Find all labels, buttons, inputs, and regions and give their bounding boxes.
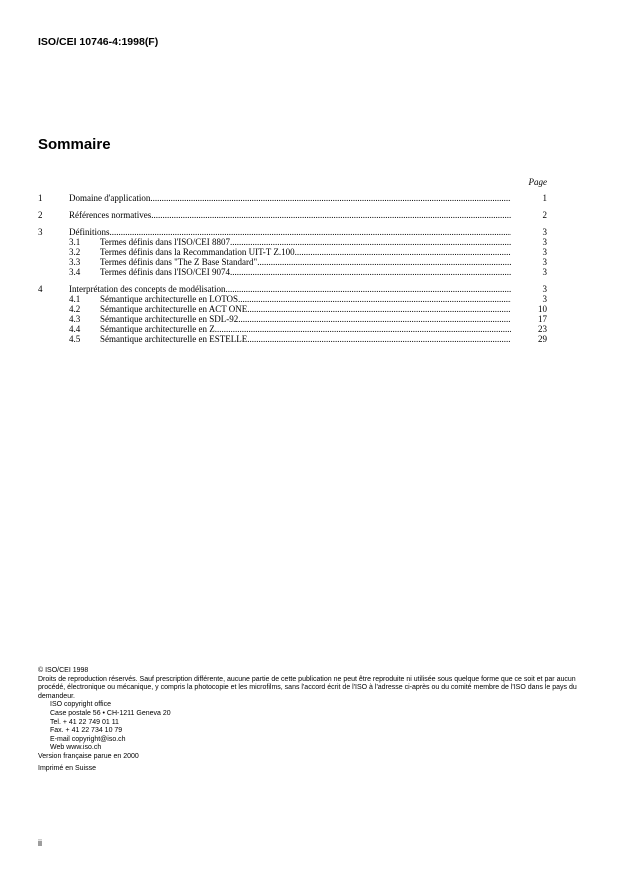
toc-entry-number: 4 [38, 284, 43, 294]
toc-entry-label: Interprétation des concepts de modélisation [69, 284, 226, 294]
toc-entry-page: 23 [538, 324, 547, 334]
toc-entry-leader [100, 267, 511, 277]
dot-leader [247, 334, 511, 344]
toc-entry[interactable] [38, 294, 547, 304]
toc-entry[interactable] [38, 314, 547, 324]
toc-entry-page: 3 [542, 257, 547, 267]
toc-entry[interactable] [38, 247, 547, 257]
copyright-rights: Droits de reproduction réservés. Sauf prescription différente, aucune partie de cette publication ne peut être reproduite ni utilisée sous quelque forme que ce soit et par aucun procédé, électronique ou mécanique, y compris la photocopie et les microfilms, sans l'accord écrit de l'ISO à l'adresse ci-après ou du comité membre de l'ISO dans le pays du demandeur. [38, 675, 577, 700]
toc-entry-label: Termes définis dans la Recommandation UIT-T Z.100 [100, 247, 295, 257]
toc-entry-page: 29 [538, 334, 547, 344]
toc-entry-label: Termes définis dans l'ISO/CEI 9074 [100, 267, 230, 277]
toc-entry-page: 1 [542, 193, 547, 203]
toc-entry-leader [100, 314, 511, 324]
toc-entry-leader [100, 237, 511, 247]
toc-page-label: Page [528, 177, 547, 187]
toc-entry-leader [100, 247, 511, 257]
toc-entry-page: 3 [542, 247, 547, 257]
toc-entry[interactable] [38, 284, 547, 294]
toc-entry-label: Définitions [69, 227, 110, 237]
toc-entry-page: 3 [542, 227, 547, 237]
toc-entry-page: 17 [538, 314, 547, 324]
toc-entry[interactable] [38, 324, 547, 334]
toc-entry-label: Sémantique architecturelle en Z [100, 324, 215, 334]
toc-entry-leader [100, 334, 511, 344]
toc-entry-number: 4.2 [69, 304, 81, 314]
dot-leader [295, 247, 511, 257]
toc-entry-number: 3.1 [69, 237, 81, 247]
toc-entry-number: 3.4 [69, 267, 81, 277]
toc-entry-label: Sémantique architecturelle en LOTOS [100, 294, 239, 304]
toc-entry-number: 2 [38, 210, 43, 220]
toc-entry-label: Références normatives [69, 210, 152, 220]
toc-entry-label: Sémantique architecturelle en ESTELLE [100, 334, 248, 344]
toc-entry[interactable] [38, 237, 547, 247]
toc-entry[interactable] [38, 334, 547, 344]
version-note: Version française parue en 2000 [38, 752, 139, 760]
toc-entry-label: Termes définis dans l'ISO/CEI 8807 [100, 237, 230, 247]
toc-entry-number: 1 [38, 193, 43, 203]
toc-entry-label: Domaine d'application [69, 193, 151, 203]
toc-entry[interactable] [38, 210, 547, 220]
dot-leader [230, 267, 511, 277]
document-id: ISO/CEI 10746-4:1998(F) [38, 36, 159, 48]
toc-entry-leader [100, 304, 511, 314]
dot-leader [238, 294, 511, 304]
address-line: ISO copyright office [50, 701, 111, 709]
toc-entry-number: 3.3 [69, 257, 81, 267]
toc-entry-leader [69, 227, 511, 237]
toc-entry[interactable] [38, 304, 547, 314]
address-line: Web www.iso.ch [50, 744, 102, 752]
dot-leader [238, 314, 511, 324]
address-line: Tel. + 41 22 749 01 11 [50, 718, 119, 726]
toc-entry-number: 3.2 [69, 247, 81, 257]
toc-entry-leader [100, 324, 511, 334]
toc-entry-page: 3 [542, 267, 547, 277]
address-line: Case postale 56 • CH-1211 Geneva 20 [50, 709, 171, 717]
copyright-block [38, 667, 583, 773]
toc-entry-leader [69, 284, 511, 294]
dot-leader [150, 193, 511, 203]
dot-leader [257, 257, 511, 267]
address-line: Fax. + 41 22 734 10 79 [50, 727, 123, 735]
toc-entry-page: 10 [538, 304, 547, 314]
toc-entry-leader [69, 193, 511, 203]
dot-leader [225, 284, 511, 294]
dot-leader [230, 237, 511, 247]
copyright-notice: © ISO/CEI 1998 [38, 667, 89, 674]
toc-entry-leader [69, 210, 511, 220]
toc-entry-number: 4.5 [69, 334, 81, 344]
toc-entry[interactable] [38, 193, 547, 203]
dot-leader [110, 227, 512, 237]
toc-entry-page: 3 [542, 284, 547, 294]
toc-entry-label: Sémantique architecturelle en ACT ONE [100, 304, 248, 314]
toc-entry-label: Sémantique architecturelle en SDL-92 [100, 314, 239, 324]
toc-entry-leader [100, 294, 511, 304]
toc-entry-number: 3 [38, 227, 43, 237]
toc-title: Sommaire [38, 136, 111, 153]
toc-entry-page: 2 [542, 210, 547, 220]
toc-entry[interactable] [38, 257, 547, 267]
toc-entry-page: 3 [542, 237, 547, 247]
toc-entry-number: 4.4 [69, 324, 81, 334]
toc-entry-page: 3 [542, 294, 547, 304]
toc-entry[interactable] [38, 227, 547, 237]
table-of-contents [38, 193, 547, 344]
dot-leader [247, 304, 511, 314]
toc-entry-leader [100, 257, 511, 267]
toc-entry[interactable] [38, 267, 547, 277]
toc-entry-label: Termes définis dans "The Z Base Standard" [100, 257, 258, 267]
toc-entry-number: 4.3 [69, 314, 81, 324]
toc-entry-number: 4.1 [69, 294, 81, 304]
dot-leader [151, 210, 511, 220]
printed-note: Imprimé en Suisse [38, 764, 96, 772]
dot-leader [215, 324, 511, 334]
address-line: E-mail copyright@iso.ch [50, 735, 126, 743]
page-number: ii [38, 838, 42, 848]
